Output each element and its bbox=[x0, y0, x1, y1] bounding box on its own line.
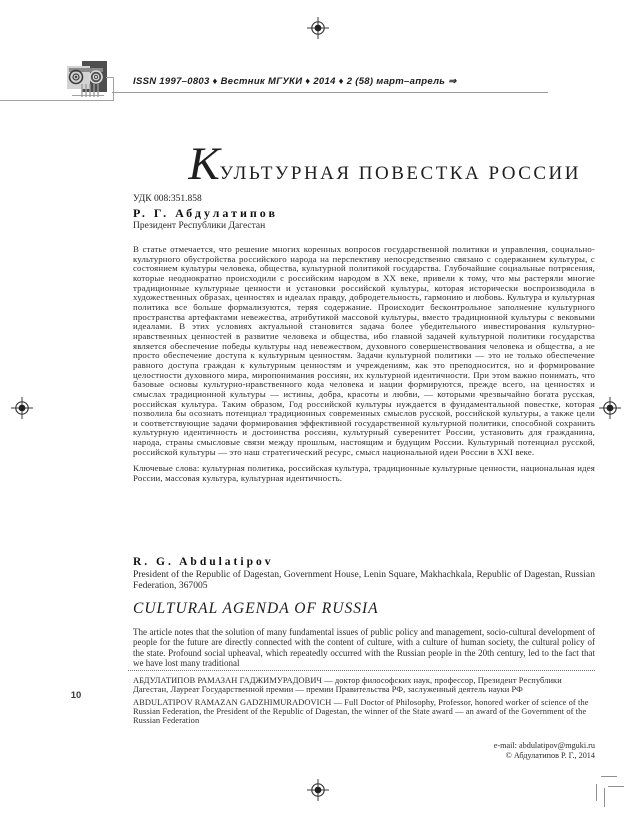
registration-mark-top-icon bbox=[307, 17, 329, 39]
registration-mark-bottom-icon bbox=[307, 779, 329, 801]
copyright-line: © Абдулатипов Р. Г., 2014 bbox=[505, 751, 595, 760]
section-title-rest: УЛЬТУРНАЯ ПОВЕСТКА РОССИИ bbox=[219, 163, 581, 184]
abstract-text-ru: В статье отмечается, что решение многих коренных вопросов государственной политики и управления, социально-культурного обустройства российского народа на перспективу непосредственно связано с содержанием культуры, с состоянием культуры человека, общества, культурной политикой государства. Глубочайшие социальные потрясения, которые неоднократно происходили с российским народом в XX веке, привели к тому, что мы растеряли многие традиционные культурные ценности и установки российской культуры, которая исторически воспроизводила в художественных образах, ценностях и идеалах правду, добродетельность, гармонию и любовь. Культура и культурная политика все больше формализуются, теряя содержание. Происходит бесконтрольное заполнение культурного пространства артефактами невежества, атрибутикой массовой культуры, вместо традиционной культуры с вековыми идеалами. В этих условиях актуальной становится задача более убедительного инвестирования культурно-нравственных ценностей в развитие человека и общества, ибо главной задачей культурной политики государства является обеспечение победы культуры над невежеством, духовного совершенствования человека и общества, а не просто обеспечение доступа к культурным ценностям. Задачи культурной политики — это не только обеспечение равного доступа граждан к культурным ценностям и учреждениям, как это преподносится, но и формирование целостности духовного мира, миропонимания россиян, их культурной идентичности. При этом важно понимать, что базовые основы культурно-нравственного кода человека и нации формируются, прежде всего, на ценностях и смыслах традиционной культуры — истины, добра, красоты и любви, — которыми чрезвычайно богата русская, российская культура. Таким образом, Год российской культуры нуждается в фундаментальной повестке, которая позволила бы осознать потенциал традиционных современных смыслов русской, российской культуры, а также цели и соответствующие задачи формирования эффективной государственной культурной политики, способной сохранить культурную идентичность и достоинства россиян, культурный суверенитет России, установить для гражданина, народа, страны смысловые связи между прошлым, настоящим и будущим России. Культурный потенциал русской, российской культуры — это наш стратегический ресурс, смысл национальной идеи России в XXI веке. bbox=[133, 244, 595, 457]
section-title bbox=[133, 138, 595, 190]
udc-code: УДК 008:351.858 bbox=[133, 194, 202, 204]
article-title-en: CULTURAL AGENDA OF RUSSIA bbox=[133, 600, 379, 617]
author-email: e-mail: abdulatipov@mguki.ru bbox=[493, 741, 595, 750]
contact-block bbox=[133, 741, 595, 761]
trim-mark-icon bbox=[608, 786, 624, 787]
author-bio-block bbox=[133, 676, 595, 725]
author-affiliation-ru: Президент Республики Дагестан bbox=[133, 221, 266, 231]
journal-issn-line: ISSN 1997–0803 ♦ Вестник МГУКИ ♦ 2014 ♦ 2 (58) март–апрель ⇒ bbox=[133, 76, 457, 87]
trim-mark-icon bbox=[596, 784, 597, 801]
author-bio-en: ABDULATIPOV RAMAZAN GADZHIMURADOVICH — Full Doctor of Philosophy, Professor, honored worker of science of the Russian Federation, the President of the Republic of Dagestan, the winner of the State award — an award of the Government of the Russian Federation bbox=[133, 697, 589, 726]
author-bio-ru: АБДУЛАТИПОВ РАМАЗАН ГАДЖИМУРАДОВИЧ — доктор философских наук, профессор, Президент Республики Дагестан, Лауреат Государственной премии — премии Правительства РФ, заслуженный деятель науки РФ bbox=[133, 676, 562, 695]
section-title-initial: К bbox=[188, 138, 220, 190]
logo-frame-line bbox=[72, 95, 104, 96]
abstract-block-ru bbox=[133, 245, 595, 484]
logo-frame-line bbox=[0, 100, 114, 101]
trim-mark-icon bbox=[604, 788, 605, 807]
logo-frame-line bbox=[113, 77, 114, 101]
registration-mark-left-icon bbox=[11, 397, 33, 419]
author-affiliation-en: President of the Republic of Dagestan, Government House, Lenin Square, Makhachkala, Republic of Dagestan, Russian Federation, 367005 bbox=[133, 569, 595, 591]
header-rule bbox=[112, 92, 548, 93]
page-number: 10 bbox=[70, 690, 82, 701]
registration-mark-right-icon bbox=[599, 397, 621, 419]
author-name-en: R. G. Abdulatipov bbox=[133, 556, 274, 568]
keywords-ru: Ключевые слова: культурная политика, российская культура, традиционные культурные ценности, национальная идея России, массовая культура, культурная идентичность. bbox=[133, 463, 595, 484]
journal-column-logo-icon bbox=[67, 61, 107, 99]
author-name-ru: Р. Г. Абдулатипов bbox=[133, 206, 278, 220]
abstract-text-en: The article notes that the solution of many fundamental issues of public policy and management, socio-cultural development of people for the future are directly connected with the content of culture, with a culture of human society, the cultural policy of the state. Profound social upheaval, which repeatedly occurred with the Russian people in the 20th century, led to the fact that we have lost many traditional bbox=[133, 627, 595, 668]
footer-dotted-rule bbox=[128, 670, 595, 671]
trim-mark-icon bbox=[601, 776, 617, 777]
